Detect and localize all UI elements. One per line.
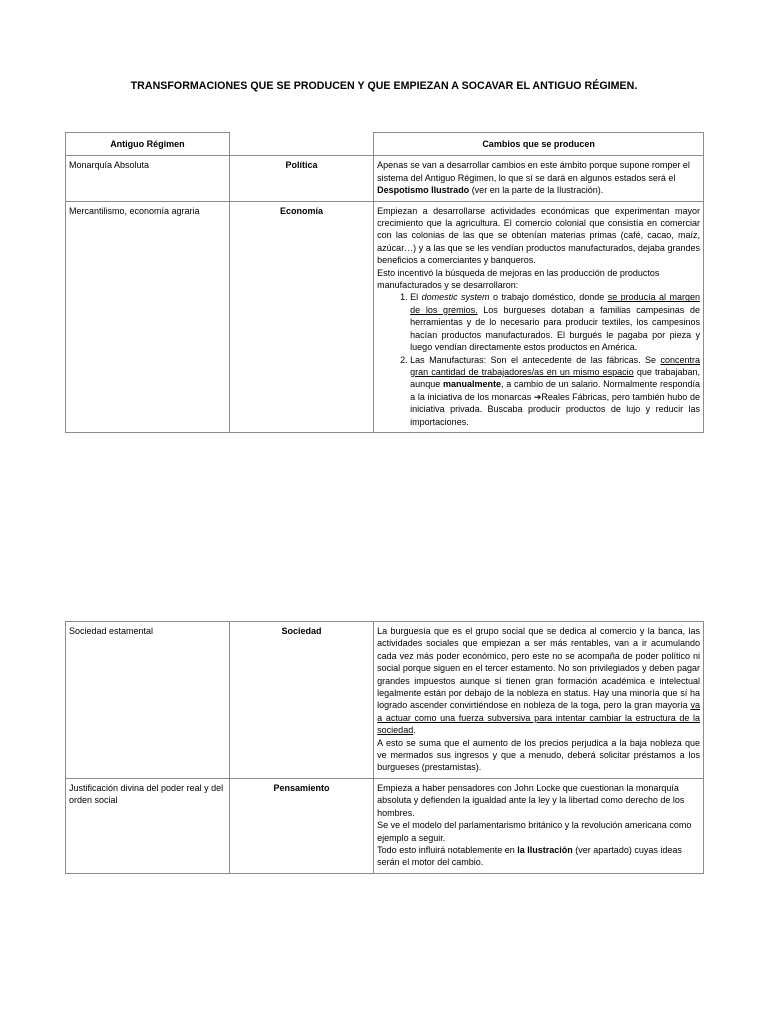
category-cell: Pensamiento — [229, 778, 373, 873]
header-antiguo-regimen: Antiguo Régimen — [66, 133, 230, 156]
paragraph: Empiezan a desarrollarse actividades económicas que experimentan mayor crecimiento que la agricultura. El comercio colonial que consistía en comerciar con las colonias de las que se obtenían materias primas (café, cacao, maíz, azúcar…) y a las que se les vendían productos manufacturados, dejaba grandes beneficios a comerciantes y banqueros. — [377, 205, 700, 266]
paragraph: Esto incentivó la búsqueda de mejoras en las producción de productos manufacturados y se desarrollaron: — [377, 267, 660, 291]
changes-cell — [374, 778, 704, 873]
old-regime-cell: Sociedad estamental — [66, 622, 230, 779]
list-item: 1. El domestic system o trabajo doméstico, donde se producía al margen de los gremios. Los burgueses dotaban a familias campesinas de herramientas y de lo necesario para producir textiles, los campesinos hacían productos manufacturados. El burgués le pagaba por pieza y luego vendían directamente estos productos en América. — [410, 291, 700, 353]
changes-table-part-1 — [65, 132, 704, 433]
old-regime-cell: Monarquía Absoluta — [66, 156, 230, 201]
text: (ver en la parte de la Ilustración). — [469, 185, 604, 196]
changes-cell — [374, 622, 704, 779]
old-regime-cell: Justificación divina del poder real y del orden social — [66, 778, 230, 873]
changes-table-part-2 — [65, 621, 704, 874]
numbered-list — [377, 291, 700, 427]
table-row-pensamiento — [66, 778, 704, 873]
table-row-economia — [66, 201, 704, 432]
paragraph: Todo esto influirá notablemente en la Ilustración (ver apartado) cuyas ideas serán el motor del cambio. — [377, 844, 682, 868]
underlined-text: concentra gran cantidad de trabajadores/as en un mismo espacio — [410, 354, 700, 377]
category-cell: Política — [229, 156, 373, 201]
changes-cell — [374, 201, 704, 432]
table-row-politica — [66, 156, 704, 201]
despotismo-ilustrado-term: Despotismo Ilustrado — [377, 185, 470, 196]
category-cell: Sociedad — [229, 622, 373, 779]
underlined-text: va a actuar como una fuerza subversiva para intentar cambiar la estructura de la sociedad — [377, 700, 700, 736]
paragraph: La burguesía que es el grupo social que se dedica al comercio y la banca, las actividades sociales que empiezan a ser más rentables, van a ir acumulando cada vez más poder económico, pero este no se acompaña de poder político ni social porque siguen en el tercer estamento. No son privilegiados y deben pagar grandes impuestos aunque sí tienen gran formación académica e intelectual legalmente están por debajo de la nobleza en status. Hay una minoría que sí ha logrado ascender convirtiéndose en nobleza de la toga, pero la gran mayoría va a actuar como una fuerza subversiva para intentar cambiar la estructura de la sociedad. — [377, 626, 700, 736]
ilustracion-term: la Ilustración — [517, 844, 573, 855]
manualmente-term: manualmente — [442, 379, 502, 390]
underlined-text: se producía al margen de los gremios. — [410, 292, 700, 315]
header-category — [229, 133, 373, 156]
paragraph: A esto se suma que el aumento de los precios perjudica a la baja nobleza que ve mermados sus ingresos y que a menudo, deberá solicitar préstamos a los burgueses (prestamistas). — [377, 737, 700, 773]
text: Apenas se van a desarrollar cambios en este ámbito porque supone romper el sistema del Antiguo Régimen, lo que sí se dará en algunos estados será el — [377, 160, 690, 183]
old-regime-cell: Mercantilismo, economía agraria — [66, 201, 230, 432]
domestic-system-term: domestic system — [421, 292, 490, 303]
list-item: 2. Las Manufacturas: Son el antecedente de las fábricas. Se concentra gran cantidad de trabajadores/as en un mismo espacio que trabajaban, aunque manualmente, a cambio de un salario. Normalmente respondía a la iniciativa de los monarcas ➔Reales Fábricas, pero también hubo de iniciativa privada. Buscaba producir productos de lujo y reducir las importaciones. — [410, 354, 700, 428]
paragraph: Empieza a haber pensadores con John Locke que cuestionan la monarquía absoluta y defienden la igualdad ante la ley y la libertad como derecho de los hombres. — [377, 782, 685, 818]
header-cambios: Cambios que se producen — [374, 133, 704, 156]
changes-cell — [374, 156, 704, 201]
table-header-row — [66, 133, 704, 156]
paragraph: Se ve el modelo del parlamentarismo británico y la revolución americana como ejemplo a seguir. — [377, 820, 692, 843]
category-cell: Economía — [229, 201, 373, 432]
document-title: TRANSFORMACIONES QUE SE PRODUCEN Y QUE EMPIEZAN A SOCAVAR EL ANTIGUO RÉGIMEN. — [130, 80, 638, 92]
table-row-sociedad — [66, 622, 704, 779]
